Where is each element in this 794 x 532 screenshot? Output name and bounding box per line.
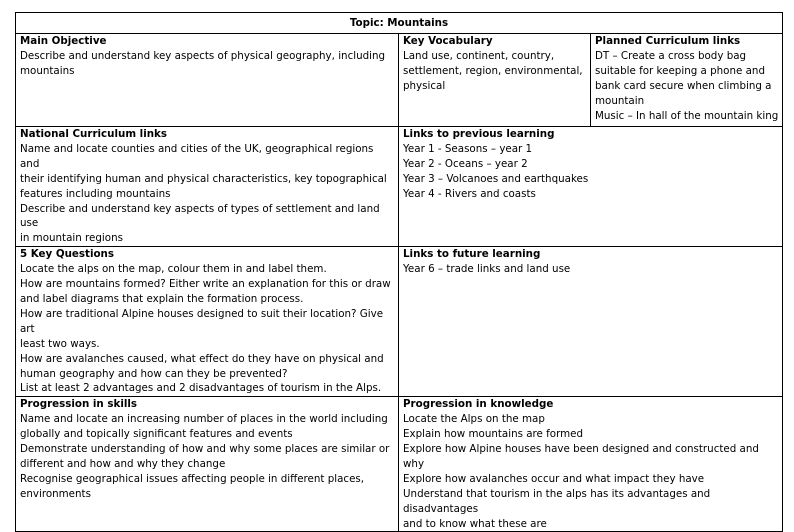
progression-knowledge-line: Understand that tourism in the alps has its advantages and disadvantages xyxy=(403,487,711,515)
key-question-line: human geography and how can they be prevented? xyxy=(20,367,288,380)
key-vocabulary-line: settlement, region, environmental, xyxy=(403,64,583,77)
previous-learning-line: Year 2 - Oceans – year 2 xyxy=(403,157,528,170)
key-vocabulary-cell xyxy=(399,34,591,127)
national-curriculum-line: Describe and understand key aspects of types of settlement and land use xyxy=(20,202,380,230)
planning-table xyxy=(15,12,783,532)
key-question-line: How are mountains formed? Either write an explanation for this or draw xyxy=(20,278,391,291)
progression-knowledge-line: Explore how avalanches occur and what impact they have xyxy=(403,472,705,485)
previous-learning-line: Year 1 - Seasons – year 1 xyxy=(403,142,533,155)
planned-links-line: Music – In hall of the mountain king xyxy=(595,109,779,122)
progression-knowledge-line: Locate the Alps on the map xyxy=(403,413,545,426)
progression-knowledge-line: Explain how mountains are formed xyxy=(403,428,584,441)
progression-skills-line: Recognise geographical issues affecting people in different places, xyxy=(20,472,365,485)
future-learning-cell xyxy=(399,247,783,397)
progression-knowledge-line: and to know what these are xyxy=(403,517,547,530)
national-curriculum-line: features including mountains xyxy=(20,187,171,200)
national-curriculum-line: Name and locate counties and cities of the UK, geographical regions and xyxy=(20,142,374,170)
progression-skills-line: environments xyxy=(20,487,91,500)
key-vocabulary-line: physical xyxy=(403,79,446,92)
previous-learning-line: Year 3 – Volcanoes and earthquakes xyxy=(403,172,589,185)
key-vocabulary-header: Key Vocabulary xyxy=(403,35,493,47)
previous-learning-header: Links to previous learning xyxy=(403,128,555,140)
progression-skills-cell xyxy=(16,397,399,532)
planned-links-line: bank card secure when climbing a xyxy=(595,79,772,92)
progression-skills-line: Name and locate an increasing number of places in the world including xyxy=(20,413,388,426)
progression-skills-line: Demonstrate understanding of how and why some places are similar or xyxy=(20,443,390,456)
topic-title: Topic: Mountains xyxy=(16,13,783,34)
key-question-line: How are traditional Alpine houses designed to suit their location? Give art xyxy=(20,307,384,335)
national-curriculum-line: their identifying human and physical characteristics, key topographical xyxy=(20,172,387,185)
key-questions-header: 5 Key Questions xyxy=(20,248,115,261)
previous-learning-line: Year 4 - Rivers and coasts xyxy=(403,187,536,200)
planned-links-line: mountain xyxy=(595,94,645,107)
key-vocabulary-line: Land use, continent, country, xyxy=(403,49,555,62)
planned-curriculum-links-header: Planned Curriculum links xyxy=(595,35,741,47)
future-learning-line: Year 6 – trade links and land use xyxy=(403,263,571,276)
national-curriculum-line: in mountain regions xyxy=(20,232,123,245)
key-question-line: least two ways. xyxy=(20,337,100,350)
main-objective-line: Describe and understand key aspects of physical geography, including xyxy=(20,49,386,62)
main-objective-cell xyxy=(16,34,399,127)
future-learning-header: Links to future learning xyxy=(403,248,541,261)
key-question-line: and label diagrams that explain the formation process. xyxy=(20,292,304,305)
planned-links-line: suitable for keeping a phone and xyxy=(595,64,765,77)
progression-skills-line: globally and topically significant features and events xyxy=(20,428,293,441)
key-question-line: Locate the alps on the map, colour them in and label them. xyxy=(20,263,327,276)
progression-skills-header: Progression in skills xyxy=(20,398,138,411)
national-curriculum-cell xyxy=(16,127,399,247)
progression-skills-line: different and how and why they change xyxy=(20,457,226,470)
previous-learning-cell xyxy=(399,127,783,247)
progression-knowledge-cell xyxy=(399,397,783,532)
planned-links-line: DT – Create a cross body bag xyxy=(595,49,747,62)
key-questions-cell xyxy=(16,247,399,397)
main-objective-header: Main Objective xyxy=(20,35,107,47)
key-question-line: How are avalanches caused, what effect do they have on physical and xyxy=(20,352,384,365)
planned-curriculum-links-cell xyxy=(591,34,783,127)
main-objective-line: mountains xyxy=(20,64,75,77)
progression-knowledge-line: Explore how Alpine houses have been designed and constructed and why xyxy=(403,443,759,470)
national-curriculum-header: National Curriculum links xyxy=(20,128,168,140)
key-question-line: List at least 2 advantages and 2 disadvantages of tourism in the Alps. xyxy=(20,382,382,395)
progression-knowledge-header: Progression in knowledge xyxy=(403,398,554,411)
